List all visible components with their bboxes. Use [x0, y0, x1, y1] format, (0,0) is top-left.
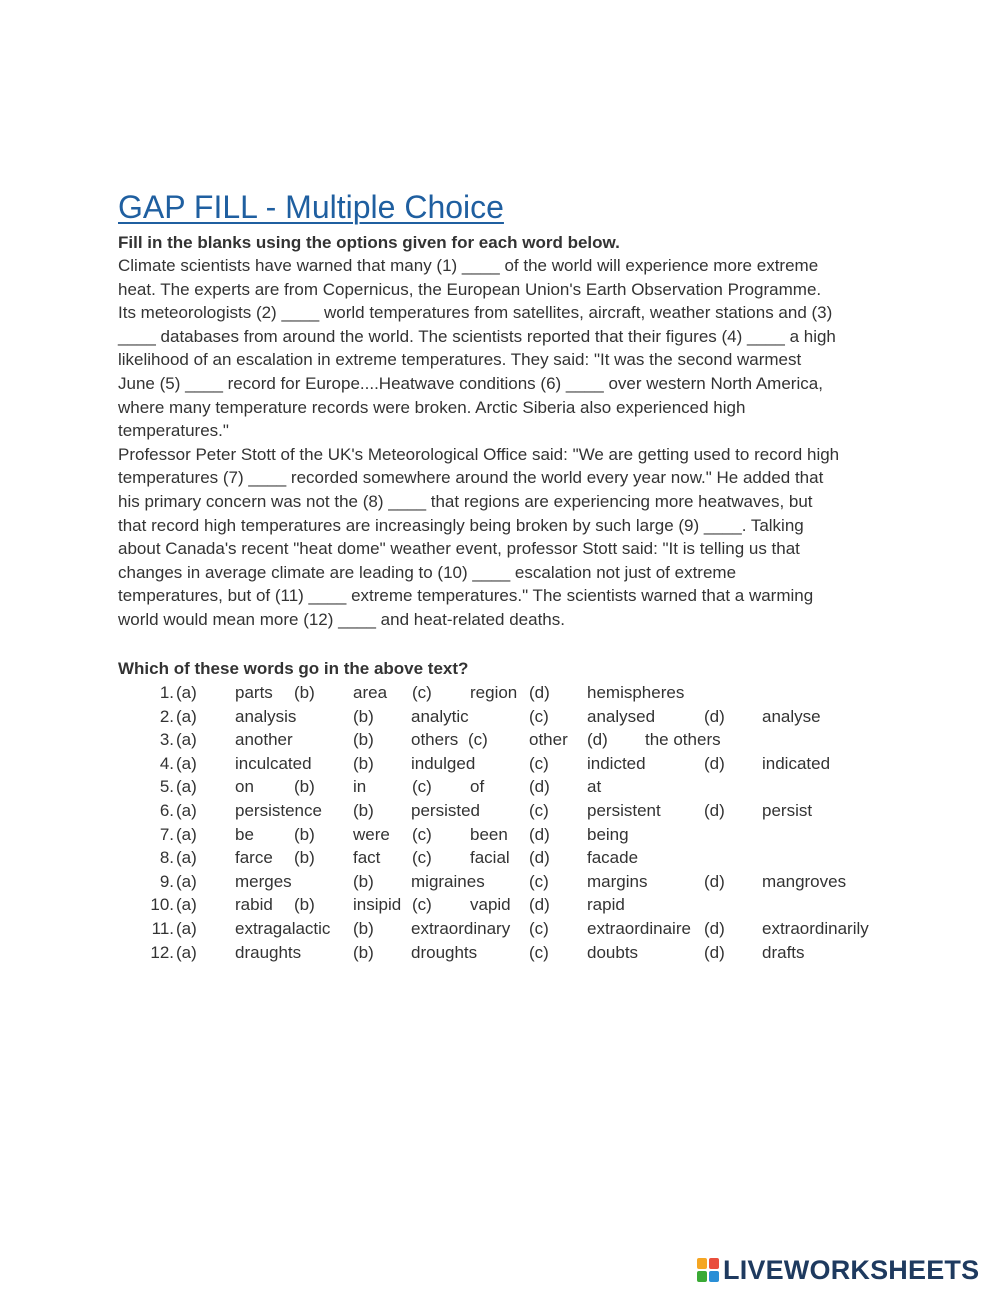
passage-line: about Canada's recent "heat dome" weather event, professor Stott said: "It is telling us that — [118, 539, 800, 559]
option-letter-b: (b) — [294, 848, 315, 868]
instructions: Fill in the blanks using the options given for each word below. — [118, 233, 620, 252]
option-letter-d: (d) — [704, 801, 725, 820]
option-letter-a: (a) — [176, 777, 197, 797]
option-c[interactable]: analysed — [587, 706, 656, 726]
option-letter-d: (d) — [704, 919, 725, 938]
passage-line: where many temperature records were broken. Arctic Siberia also experienced high — [118, 397, 746, 417]
option-number: 5. — [159, 777, 174, 797]
option-row — [0, 823, 1000, 847]
option-c[interactable]: vapid — [470, 895, 511, 915]
option-d[interactable]: facade — [587, 848, 639, 868]
option-d[interactable]: the others — [645, 730, 721, 750]
option-row — [0, 893, 1000, 917]
option-d[interactable]: rapid — [587, 895, 625, 915]
option-d[interactable]: drafts — [762, 942, 805, 962]
option-letter-c: (c) — [468, 730, 488, 750]
option-b[interactable]: were — [353, 824, 390, 844]
option-a[interactable]: persistence — [235, 801, 322, 820]
passage-line: Professor Peter Stott of the UK's Meteorological Office said: "We are getting used to record high — [118, 444, 840, 464]
option-row — [0, 846, 1000, 870]
option-letter-b: (b) — [294, 895, 315, 915]
option-letter-d: (d) — [704, 942, 725, 962]
passage-line: temperatures, but of (11) ____ extreme temperatures." The scientists warned that a warming — [118, 586, 814, 606]
option-letter-c: (c) — [529, 942, 549, 962]
logo-icon — [697, 1258, 719, 1282]
logo-text: LIVEWORKSHEETS — [723, 1255, 980, 1285]
option-letter-b: (b) — [294, 777, 315, 797]
option-a[interactable]: extragalactic — [235, 919, 331, 938]
passage-line: Climate scientists have warned that many (1) ____ of the world will experience more extreme — [118, 256, 819, 275]
option-number: 1. — [159, 683, 174, 702]
option-letter-c: (c) — [529, 706, 549, 726]
option-letter-d: (d) — [704, 871, 725, 891]
passage-line: ____ databases from around the world. The scientists reported that their figures (4) ____ a high — [118, 326, 836, 346]
option-a[interactable]: farce — [235, 848, 273, 868]
option-letter-a: (a) — [176, 683, 197, 702]
option-a[interactable]: parts — [235, 683, 273, 702]
passage-line: Its meteorologists (2) ____ world temperatures from satellites, aircraft, weather stations and (3) — [118, 303, 833, 323]
option-row — [0, 752, 1000, 776]
option-letter-a: (a) — [176, 706, 197, 726]
option-c[interactable]: persistent — [587, 801, 661, 820]
option-letter-a: (a) — [176, 801, 197, 820]
option-c[interactable]: margins — [587, 871, 648, 891]
option-d[interactable]: extraordinarily — [762, 919, 869, 938]
option-number: 11. — [151, 919, 174, 938]
option-letter-b: (b) — [294, 683, 315, 702]
option-row — [0, 799, 1000, 823]
option-letter-c: (c) — [412, 895, 432, 915]
option-letter-b: (b) — [353, 801, 374, 820]
passage-line: likelihood of an escalation in extreme temperatures. They said: "It was the second warmest — [118, 350, 802, 370]
option-number: 2. — [159, 706, 174, 726]
option-b[interactable]: in — [353, 777, 367, 797]
option-letter-a: (a) — [176, 942, 197, 962]
option-b[interactable]: indulged — [411, 753, 476, 773]
option-number: 9. — [159, 871, 174, 891]
option-d[interactable]: analyse — [762, 706, 821, 726]
option-a[interactable]: inculcated — [235, 753, 312, 773]
option-letter-c: (c) — [412, 683, 432, 702]
option-letter-a: (a) — [176, 730, 197, 750]
option-row — [0, 870, 1000, 894]
option-letter-d: (d) — [529, 683, 550, 702]
option-number: 10. — [150, 895, 174, 915]
option-number: 7. — [159, 824, 174, 844]
option-c[interactable]: doubts — [587, 942, 639, 962]
option-b[interactable]: droughts — [411, 942, 478, 962]
passage-line: changes in average climate are leading to (10) ____ escalation not just of extreme — [118, 562, 737, 582]
option-a[interactable]: on — [235, 777, 254, 797]
passage-line: that record high temperatures are increasingly being broken by such large (9) ____. Talking — [118, 515, 804, 535]
option-letter-c: (c) — [412, 777, 432, 797]
option-letter-c: (c) — [529, 871, 549, 891]
option-number: 6. — [159, 801, 174, 820]
option-letter-d: (d) — [529, 824, 550, 844]
option-letter-b: (b) — [353, 919, 374, 938]
option-letter-c: (c) — [529, 919, 549, 938]
option-row — [0, 775, 1000, 799]
option-c[interactable]: of — [470, 777, 485, 797]
option-c[interactable]: indicted — [587, 753, 646, 773]
option-letter-c: (c) — [412, 824, 432, 844]
passage-line: heat. The experts are from Copernicus, the European Union's Earth Observation Programme. — [118, 279, 822, 299]
option-a[interactable]: analysis — [235, 706, 297, 726]
question-heading: Which of these words go in the above text? — [118, 659, 469, 678]
option-letter-b: (b) — [353, 706, 374, 726]
option-c[interactable]: other — [529, 730, 568, 750]
passage-line: temperatures." — [118, 421, 229, 441]
option-letter-b: (b) — [294, 824, 315, 844]
option-b[interactable]: extraordinary — [411, 919, 511, 938]
option-number: 4. — [159, 753, 174, 773]
option-letter-d: (d) — [529, 848, 550, 868]
option-number: 8. — [159, 848, 174, 868]
option-letter-c: (c) — [529, 801, 549, 820]
option-c[interactable]: facial — [470, 848, 510, 868]
option-letter-d: (d) — [704, 753, 725, 773]
option-b[interactable]: analytic — [411, 706, 469, 726]
passage-line: June (5) ____ record for Europe....Heatwave conditions (6) ____ over western North America, — [118, 373, 823, 393]
option-number: 12. — [150, 942, 174, 962]
option-letter-d: (d) — [704, 706, 725, 726]
option-b[interactable]: insipid — [353, 895, 402, 915]
option-letter-b: (b) — [353, 730, 374, 750]
option-d[interactable]: indicated — [762, 753, 831, 773]
option-a[interactable]: merges — [235, 871, 292, 891]
option-letter-a: (a) — [176, 895, 197, 915]
option-d[interactable]: mangroves — [762, 871, 847, 891]
option-row — [0, 705, 1000, 729]
option-a[interactable]: rabid — [235, 895, 273, 915]
option-c[interactable]: region — [470, 683, 518, 702]
option-letter-b: (b) — [353, 753, 374, 773]
option-letter-b: (b) — [353, 942, 374, 962]
page-title: GAP FILL - Multiple Choice — [118, 189, 504, 225]
option-letter-c: (c) — [529, 753, 549, 773]
option-b[interactable]: fact — [353, 848, 381, 868]
option-b[interactable]: others — [411, 730, 459, 750]
option-letter-d: (d) — [529, 777, 550, 797]
option-d[interactable]: being — [587, 824, 629, 844]
option-d[interactable]: persist — [762, 801, 813, 820]
passage-line: world would mean more (12) ____ and heat-related deaths. — [118, 609, 565, 629]
option-b[interactable]: persisted — [411, 801, 480, 820]
option-letter-d: (d) — [529, 895, 550, 915]
liveworksheets-logo — [697, 1256, 979, 1284]
option-b[interactable]: migraines — [411, 871, 485, 891]
option-letter-a: (a) — [176, 753, 197, 773]
option-row — [0, 681, 1000, 705]
option-row — [0, 941, 1000, 965]
option-c[interactable]: extraordinaire — [587, 919, 691, 938]
option-number: 3. — [159, 730, 174, 750]
option-d[interactable]: hemispheres — [587, 683, 685, 702]
option-c[interactable]: been — [470, 824, 508, 844]
option-letter-d: (d) — [587, 730, 608, 750]
option-a[interactable]: draughts — [235, 942, 302, 962]
option-row — [0, 728, 1000, 752]
option-a[interactable]: be — [235, 824, 254, 844]
option-letter-a: (a) — [176, 871, 197, 891]
option-row — [0, 917, 1000, 941]
option-d[interactable]: at — [587, 777, 602, 797]
passage — [118, 254, 839, 632]
option-letter-a: (a) — [176, 919, 197, 938]
option-letter-c: (c) — [412, 848, 432, 868]
option-a[interactable]: another — [235, 730, 293, 750]
option-letter-b: (b) — [353, 871, 374, 891]
option-letter-a: (a) — [176, 848, 197, 868]
passage-line: temperatures (7) ____ recorded somewhere around the world every year now." He added that — [118, 468, 824, 488]
option-letter-a: (a) — [176, 824, 197, 844]
passage-line: his primary concern was not the (8) ____ that regions are experiencing more heatwaves, but — [118, 491, 813, 511]
option-b[interactable]: area — [353, 683, 388, 702]
